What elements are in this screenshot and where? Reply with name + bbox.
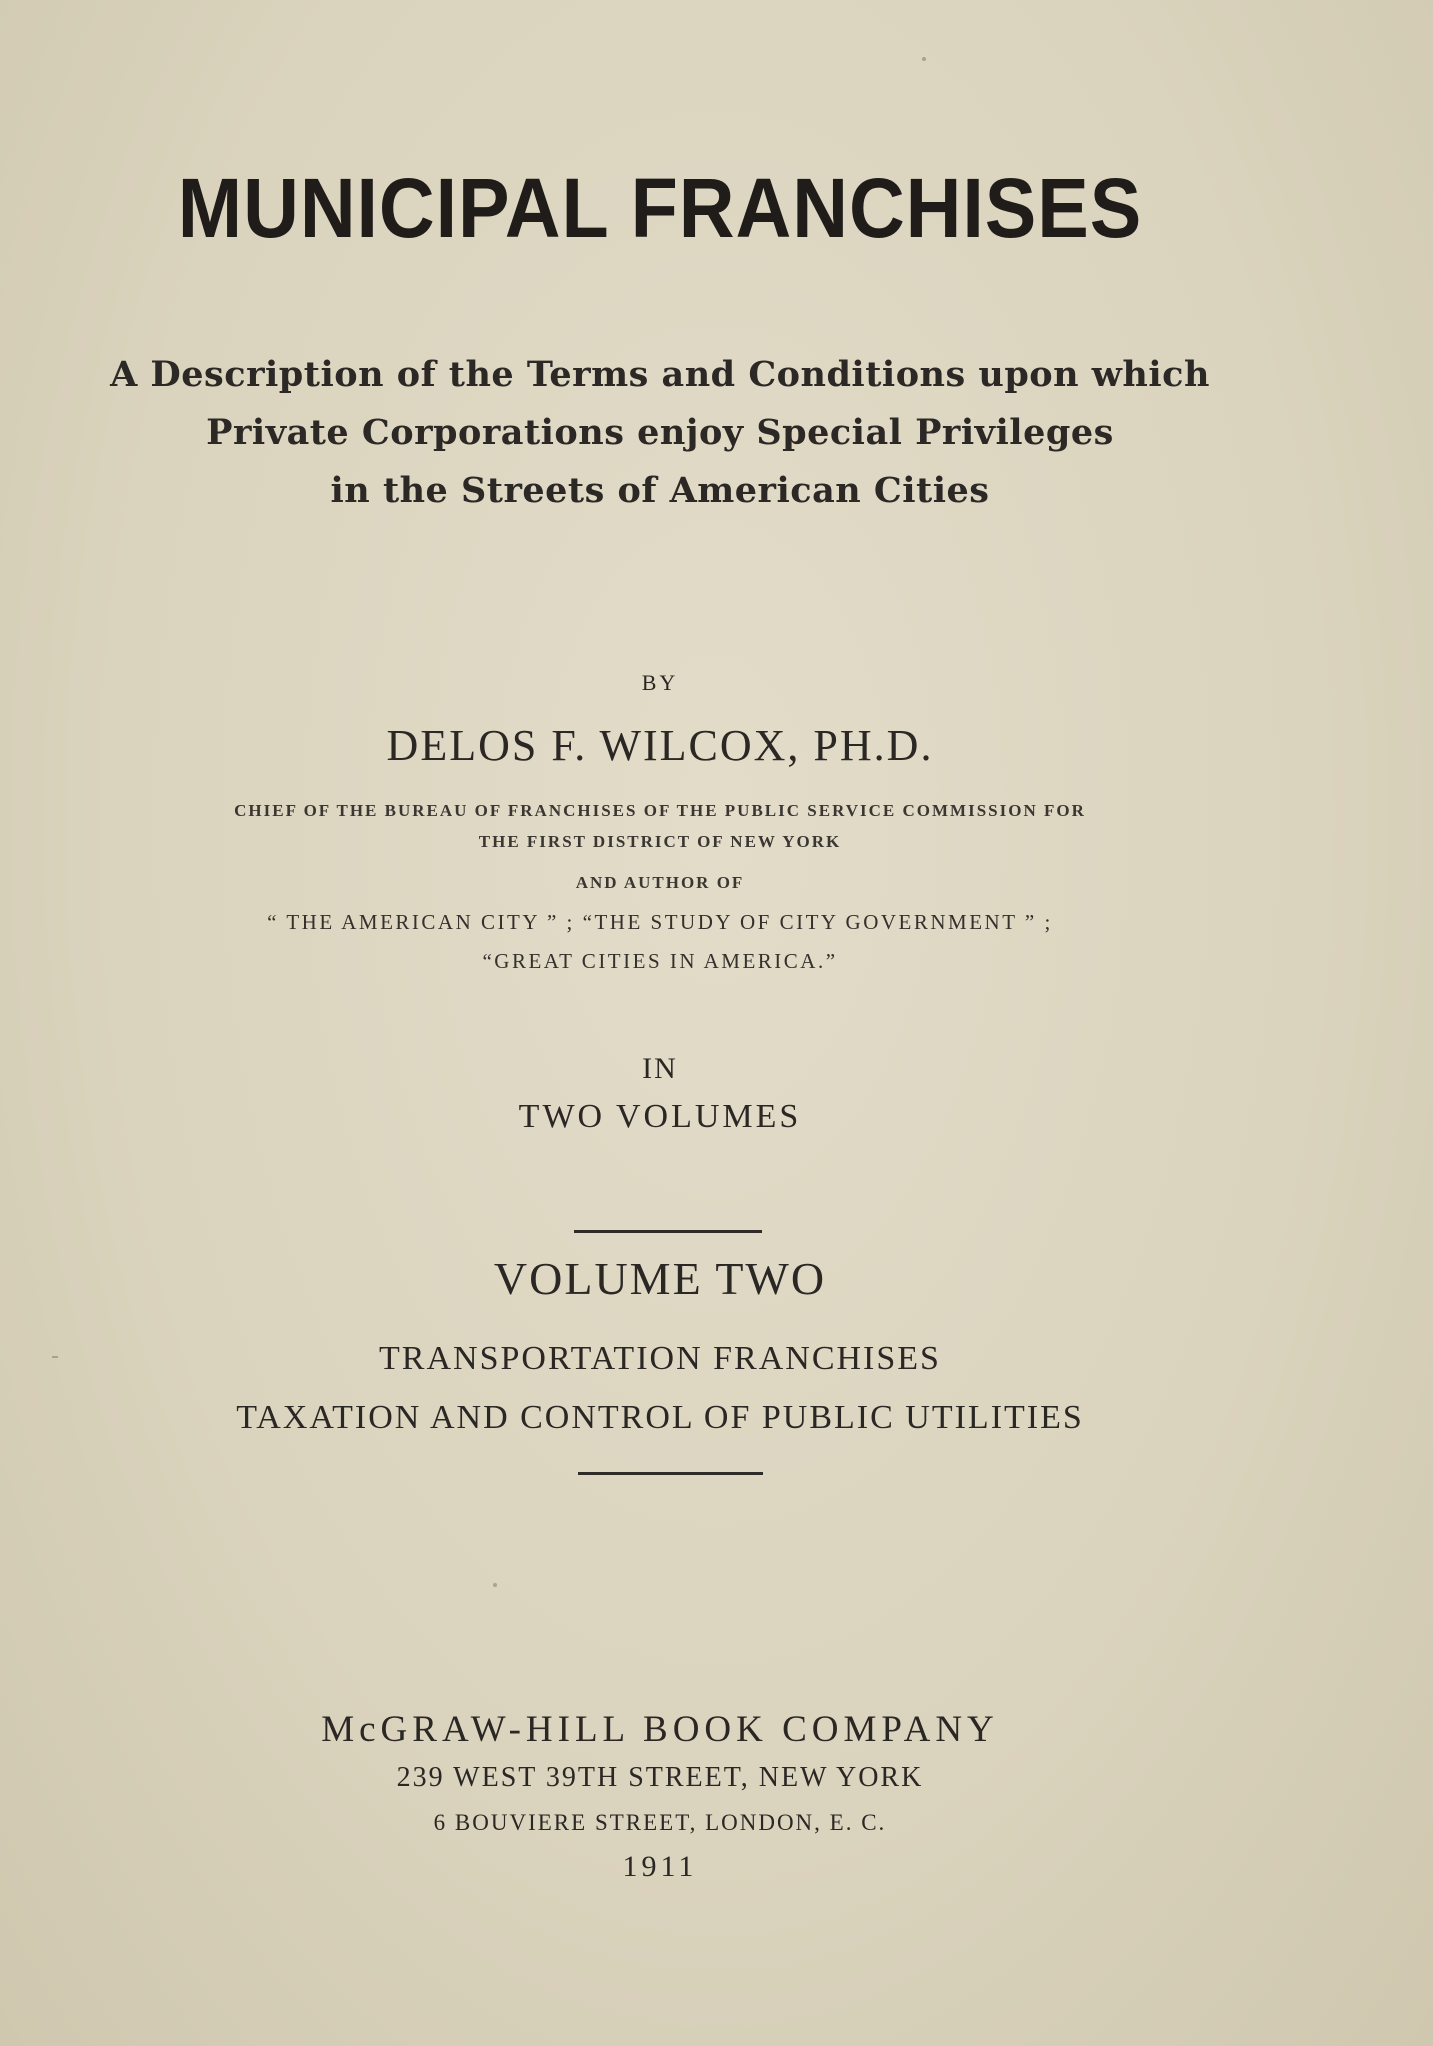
book-title: MUNICIPAL FRANCHISES — [177, 161, 1143, 255]
subtitle-line-2: Private Corporations enjoy Special Privileges — [206, 412, 1114, 453]
affiliation-line-1: CHIEF OF THE BUREAU OF FRANCHISES OF THE PUBLIC SERVICE COMMISSION FOR — [234, 801, 1086, 820]
by-label: BY — [641, 670, 679, 695]
publication-year: 1911 — [622, 1850, 698, 1883]
affiliation-line-2: THE FIRST DISTRICT OF NEW YORK — [478, 832, 842, 851]
paper-speck — [493, 1583, 497, 1587]
publisher-address-2: 6 BOUVIERE STREET, LONDON, E. C. — [433, 1810, 887, 1835]
subtitle-line-3: in the Streets of American Cities — [330, 470, 990, 511]
publisher-address-1: 239 WEST 39TH STREET, NEW YORK — [396, 1762, 924, 1793]
affiliation-line-3: AND AUTHOR OF — [575, 873, 745, 892]
volumes-in-label: IN — [642, 1052, 678, 1085]
divider-top — [574, 1230, 762, 1233]
volume-heading: VOLUME TWO — [493, 1253, 827, 1304]
volume-subject-2: TAXATION AND CONTROL OF PUBLIC UTILITIES — [236, 1399, 1084, 1436]
subtitle-line-1: A Description of the Terms and Conditions upon which — [110, 354, 1210, 395]
publisher-name: McGRAW-HILL BOOK COMPANY — [321, 1709, 999, 1750]
paper-speck — [922, 57, 926, 61]
other-works-line-1: “ THE AMERICAN CITY ” ; “THE STUDY OF CITY GOVERNMENT ” ; — [267, 910, 1053, 934]
author-name: DELOS F. WILCOX, PH.D. — [386, 721, 934, 770]
divider-bottom — [578, 1472, 763, 1475]
volumes-count: TWO VOLUMES — [518, 1098, 802, 1135]
paper-speck — [52, 1356, 58, 1358]
volume-subject-1: TRANSPORTATION FRANCHISES — [379, 1340, 941, 1377]
other-works-line-2: “GREAT CITIES IN AMERICA.” — [482, 949, 838, 973]
